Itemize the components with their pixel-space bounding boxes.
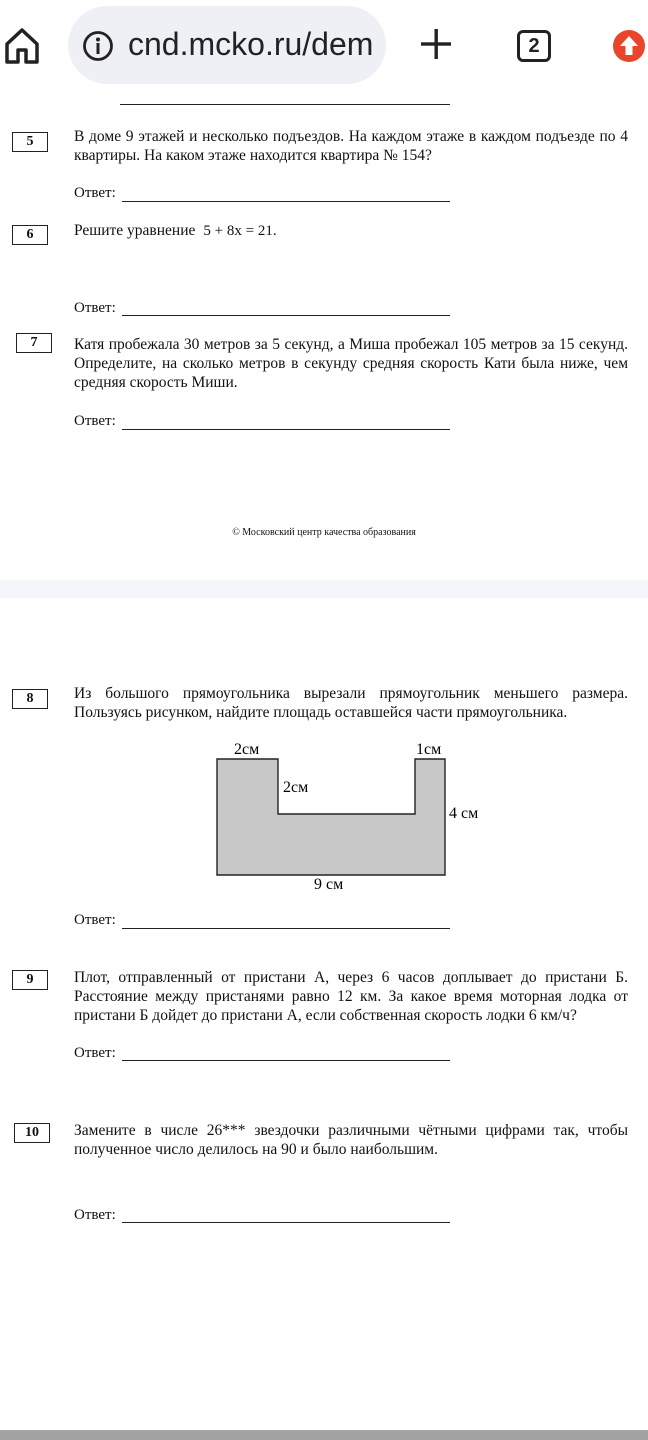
label-bottom: 9 см <box>314 876 344 893</box>
answer-line-8[interactable] <box>122 928 450 929</box>
question-9-text: Плот, отправленный от пристани А, через 6 часов доплывает до пристани Б. Расстояние между пристанями равно 12 км. За какое время моторная лодка от пристани Б дойдет до пристани А, если собственная скорость лодки 6 км/ч? <box>74 969 628 1024</box>
answer-line-6[interactable] <box>122 315 450 316</box>
question-10-text: Замените в числе 26*** звездочки различными чётными цифрами так, чтобы полученное число делилось на 90 и было наибольшим. <box>74 1122 628 1158</box>
answer-line-10[interactable] <box>122 1222 450 1223</box>
scroll-indicator <box>0 1430 648 1440</box>
question-6 <box>74 221 628 241</box>
label-right: 4 см <box>449 805 479 822</box>
answer-line-7[interactable] <box>122 429 450 430</box>
answer-label-8: Ответ: <box>74 912 116 928</box>
home-icon[interactable] <box>4 26 40 66</box>
tabs-icon[interactable]: 2 <box>517 30 551 62</box>
label-inner: 2см <box>283 779 309 796</box>
question-number-5: 5 <box>12 132 48 152</box>
answer-label-6: Ответ: <box>74 300 116 316</box>
question-number-10: 10 <box>14 1123 50 1143</box>
question-6-equation: 5 + 8x = 21. <box>203 223 277 239</box>
question-5-text: В доме 9 этажей и несколько подъездов. На каждом этаже в каждом подъезде по 4 квартиры. На каком этаже находится квартира № 154? <box>74 128 628 164</box>
answer-label-5: Ответ: <box>74 185 116 201</box>
answer-line-9[interactable] <box>122 1060 450 1061</box>
rectangle-figure <box>200 735 500 900</box>
url-text[interactable]: cnd.mcko.ru/dem <box>128 26 374 62</box>
previous-answer-line <box>120 104 450 105</box>
address-bar[interactable] <box>68 6 386 84</box>
label-top-left: 2см <box>234 741 260 758</box>
browser-toolbar <box>0 0 648 100</box>
cutout-shape <box>217 759 445 875</box>
answer-label-10: Ответ: <box>74 1207 116 1223</box>
question-number-9: 9 <box>12 970 48 990</box>
answer-line-5[interactable] <box>122 201 450 202</box>
question-number-6: 6 <box>12 225 48 245</box>
question-6-text: Решите уравнение <box>74 222 196 239</box>
page-footer: © Московский центр качества образования <box>232 527 416 538</box>
plus-icon[interactable] <box>418 24 454 64</box>
question-7-text: Катя пробежала 30 метров за 5 секунд, а Миша пробежал 105 метров за 15 секунд. Определите, на сколько метров в секунду средняя скорость Кати была ниже, чем средняя скорость Миши. <box>74 336 628 391</box>
answer-label-9: Ответ: <box>74 1045 116 1061</box>
label-top-right: 1см <box>416 741 442 758</box>
update-arrow-icon[interactable] <box>612 29 646 63</box>
question-8-text: Из большого прямоугольника вырезали прямоугольник меньшего размера. Пользуясь рисунком, найдите площадь оставшейся части прямоугольника. <box>74 685 628 721</box>
question-number-8: 8 <box>12 689 48 709</box>
page-break <box>0 580 648 598</box>
question-number-7: 7 <box>16 333 52 353</box>
answer-label-7: Ответ: <box>74 413 116 429</box>
info-icon[interactable] <box>82 30 114 62</box>
